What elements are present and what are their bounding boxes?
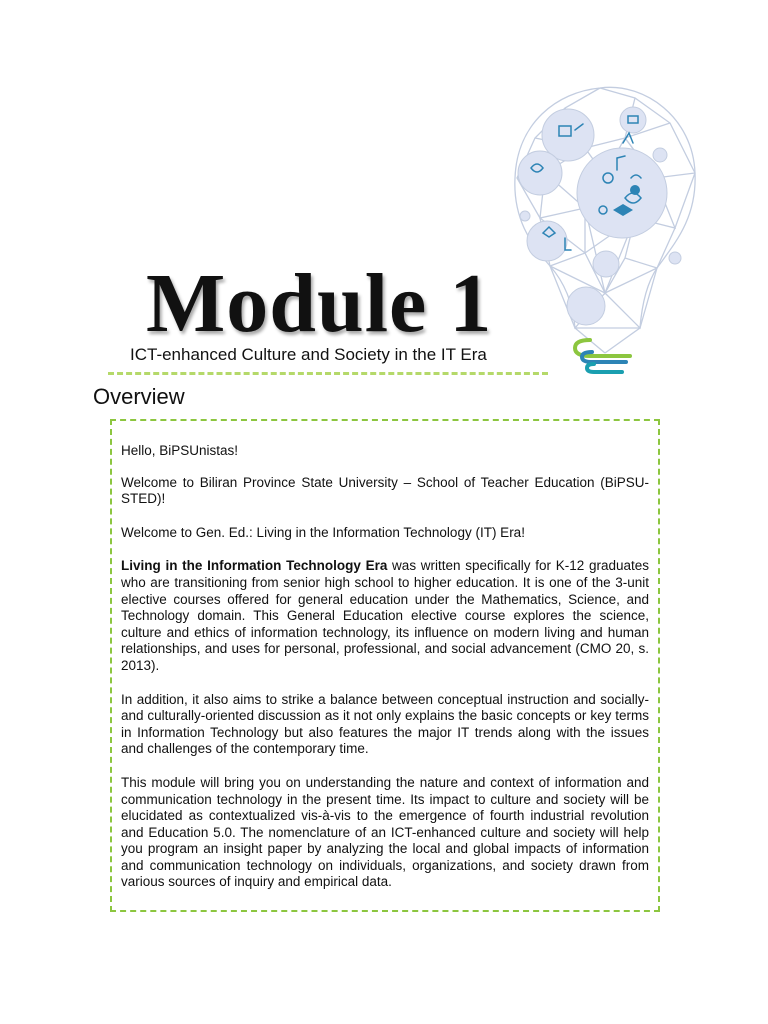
- course-description-text: was written specifically for K-12 graduates who are transitioning from senior high school to higher education. It is one of the 3-unit elective courses offered for general education under the Mathematics, Science, and Technology domain. This General Education elective course explores the science, culture and ethics of information technology, its influence on modern living and human relationships, and uses for personal, professional, and social advancement (CMO 20, s. 2013).: [121, 558, 649, 673]
- title-divider: [108, 372, 548, 375]
- overview-heading: Overview: [93, 384, 185, 409]
- course-description-paragraph: [121, 558, 649, 674]
- module-paragraph: This module will bring you on understanding the nature and context of information and communication technology in the present time. Its impact to culture and society will be elucidated as contextualized vis-à-vis to the emergence of fourth industrial revolution and Education 5.0. The nomenclature of an ICT-enhanced culture and society will help you program an insight paper by analyzing the local and global impacts of information and communication technology on individuals, organizations, and society drawn from various sources of inquiry and empirical data.: [121, 774, 649, 890]
- welcome-course-paragraph: Welcome to Gen. Ed.: Living in the Information Technology (IT) Era!: [121, 524, 525, 540]
- greeting-paragraph: Hello, BiPSUnistas!: [121, 443, 239, 458]
- overview-content-box: [110, 419, 660, 912]
- welcome-school-paragraph: Welcome to Biliran Province State University – School of Teacher Education (BiPSU-STED)!: [121, 474, 649, 507]
- addition-paragraph: In addition, it also aims to strike a balance between conceptual instruction and socially- and culturally-oriented discussion as it not only explains the basic concepts or key terms in Information Technology but also features the major IT trends along with the issues and challenges of the contemporary time.: [121, 691, 649, 757]
- lightbulb-network-icon: [505, 78, 705, 378]
- course-name: Living in the Information Technology Era: [121, 558, 388, 574]
- module-subtitle: ICT-enhanced Culture and Society in the IT Era: [130, 345, 487, 364]
- module-title: Module 1: [146, 257, 493, 350]
